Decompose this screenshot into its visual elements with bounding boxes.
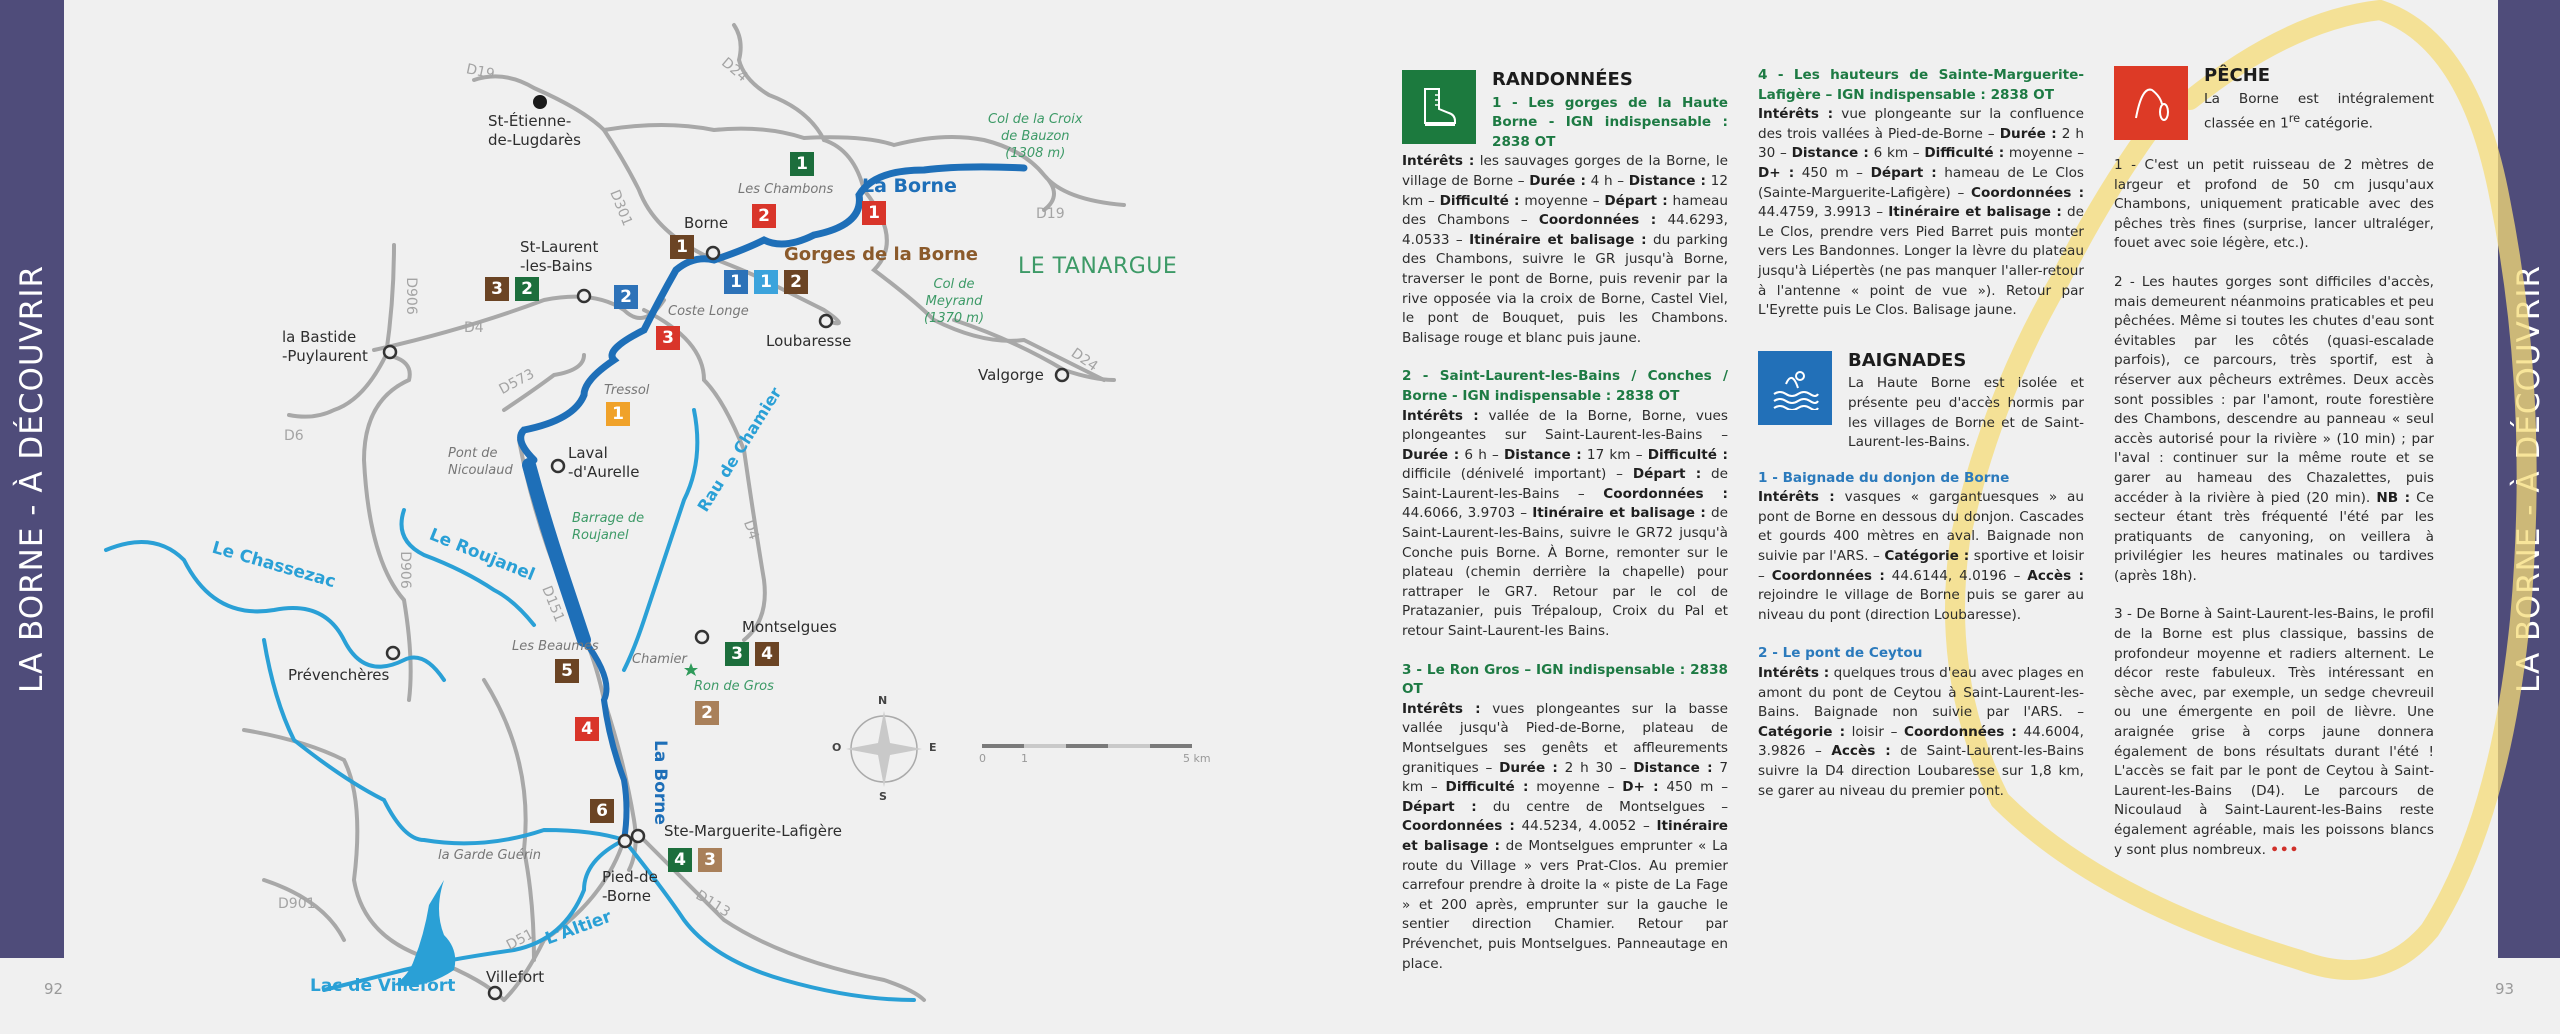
- map-marker-tan-2[interactable]: 2: [695, 701, 719, 725]
- road-label-d901: D901: [278, 896, 316, 912]
- road-label-d151: D151: [538, 583, 568, 625]
- baignades-header: [1758, 351, 2084, 453]
- road-label-d573: D573: [496, 366, 538, 398]
- place-chamier: Chamier: [632, 652, 687, 667]
- town-circle-borne: [707, 247, 719, 259]
- map-marker-randonnee-4[interactable]: 4: [668, 848, 692, 872]
- compass-west-label: O: [832, 741, 842, 754]
- town-circle-villefort: [489, 987, 501, 999]
- town-circles: [384, 247, 1068, 999]
- town-villefort: Villefort: [486, 968, 545, 986]
- map-marker-brown-3[interactable]: 3: [485, 277, 509, 301]
- baignades-intro: La Haute Borne est isolée et présente peu d'accès hormis par les villages de Borne et de Saint-Laurent-les-Bains.: [1848, 375, 2084, 451]
- column-1: [1402, 70, 1728, 993]
- map-marker-brown-5[interactable]: 5: [555, 659, 579, 683]
- randonnees-header: [1402, 70, 1728, 152]
- peche-intro-text: La Borne est intégralement classée en 1: [2204, 90, 2434, 132]
- rando-3-itinerary-text: de Montselgues emprunter « La route du Village » vers Prat-Clos. Au premier carrefour prendre à droite la « piste de La Fage » et 200 après, emprunter sur la gauche le sentier direction Chamier. Retour par Prévenchet, puis Montselgues. Panneautage en place.: [1402, 837, 1729, 972]
- fishing-rod-icon: [2114, 66, 2188, 140]
- road-label-d19-east: D19: [1036, 206, 1065, 222]
- right-spine-band: [2498, 0, 2560, 958]
- town-st-laurent: St-Laurent -les-Bains: [520, 238, 599, 275]
- map-marker-baignade-1[interactable]: 1: [724, 270, 748, 294]
- peche-2-body: 2 - Les hautes gorges sont difficiles d'accès, mais demeurent néanmoins praticables et peu pêchées. Même si toutes les chutes d'eau sont évitables par les côtés (quasi-escalade parfois), ce parcours, très sportif, est à réserver aux pêcheurs extrêmes. Deux accès sont possibles : par l'amont, route forestière des Chambons, descendre au panneau « seul accès autorisé pour la rivière » (10 min) ; par l'aval : continuer sur la même route et se garer au hameau des Chazalettes, puis accéder à la rivière à pied (20 min). NB : Ce secteur étant très fréquenté l'été par les pratiquants de canyoning, on veillera à privilégier les heures matinales ou tardives (après 18h).: [2114, 273, 2434, 584]
- page-number-left: 92: [44, 980, 64, 998]
- label-ron-de-gros: Ron de Gros: [694, 679, 774, 694]
- rando-1-title: 1 - Les gorges de la Haute Borne - IGN indispensable : 2838 OT: [1492, 94, 1728, 150]
- road-label-d24-north: D24: [718, 54, 751, 86]
- label-le-tanargue: LE TANARGUE: [1018, 254, 1178, 279]
- map-marker-randonnee-3[interactable]: 3: [725, 642, 749, 666]
- river-label-le-chassezac: Le Chassezac: [209, 537, 338, 593]
- scale-end-label: 5 km: [1183, 752, 1211, 765]
- road-label-d4-west: D4: [464, 320, 484, 336]
- road-label-d113: D113: [692, 887, 733, 921]
- column-2: [1758, 66, 2084, 820]
- hiking-boot-icon: [1402, 70, 1476, 144]
- compass-rose-icon: [846, 711, 922, 787]
- label-barrage-roujanel: Barrage de Roujanel: [572, 511, 645, 543]
- river-label-le-roujanel: Le Roujanel: [426, 524, 538, 586]
- road-d24-north: [734, 25, 824, 140]
- map-marker-baignade-2[interactable]: 2: [614, 285, 638, 309]
- town-circle-prevencheres: [387, 647, 399, 659]
- label-gorges-de-la-borne: Gorges de la Borne: [784, 244, 979, 265]
- road-label-d24-south: D24: [1067, 345, 1101, 375]
- baignade-1-title: 1 - Baignade du donjon de Borne: [1758, 469, 2010, 486]
- place-pont-nicoulaud: Pont de Nicoulaud: [448, 446, 513, 478]
- town-circle-pied-de-borne: [619, 835, 631, 847]
- place-coste-longe: Coste Longe: [668, 304, 749, 319]
- town-circle-la-bastide: [384, 346, 396, 358]
- road-label-d19-west: D19: [464, 61, 496, 83]
- road-d4-south: [644, 310, 765, 640]
- scale-mid-label: 1: [1021, 752, 1028, 765]
- rando-2-title: 2 - Saint-Laurent-les-Bains / Conches / Borne - IGN indispensable : 2838 OT: [1402, 368, 1728, 404]
- town-circle-valgorge: [1056, 369, 1068, 381]
- peche-intro-end: catégorie.: [2300, 115, 2373, 132]
- town-dot-st-etienne: [533, 95, 547, 109]
- place-la-garde-guerin: la Garde Guérin: [438, 848, 541, 863]
- map-marker-orange-1[interactable]: 1: [606, 402, 630, 426]
- river-label-la-borne-south: La Borne: [650, 740, 670, 825]
- left-spine-title: LA BORNE - À DÉCOUVRIR: [14, 264, 50, 694]
- page-number-right: 93: [2495, 980, 2515, 998]
- map-lines: [64, 0, 1304, 1034]
- road-label-d51: D51: [503, 926, 537, 954]
- town-ste-marguerite: Ste-Marguerite-Lafigère: [664, 822, 843, 840]
- rando-3-title: 3 - Le Ron Gros – IGN indispensable : 2838 OT: [1402, 661, 1728, 698]
- map: [64, 0, 1304, 1034]
- river-label-lac-de-villefort: Lac de Villefort: [310, 976, 456, 996]
- map-marker-peche-4[interactable]: 4: [575, 717, 599, 741]
- scale-start-label: 0: [979, 752, 986, 765]
- peche-title: PÊCHE: [2204, 65, 2271, 86]
- swimmer-icon: [1758, 351, 1832, 425]
- map-marker-brown-2[interactable]: 2: [784, 270, 808, 294]
- town-prevencheres: Prévenchères: [288, 666, 390, 684]
- river-label-la-borne: La Borne: [862, 175, 957, 197]
- town-borne: Borne: [684, 214, 729, 232]
- road-label-d906-south: D906: [396, 551, 413, 589]
- secondary-rivers: [106, 410, 914, 1000]
- town-valgorge: Valgorge: [978, 366, 1044, 384]
- left-spine-band: [0, 0, 64, 958]
- town-circle-laval: [552, 460, 564, 472]
- compass-north-label: N: [878, 694, 888, 707]
- baignade-1-body: Intérêts : vasques « gargantuesques » au pont de Borne en dessous du donjon. Cascades et gourds 400 mètres en aval. Baignade non suivie par l'ARS. – Catégorie : sportive et loisir – Coordonnées : 44.6144, 4.0196 – Accès : rejoindre le village de Borne puis se garer au niveau du pont (direction Loubaresse).: [1758, 489, 2084, 623]
- town-montselgues: Montselgues: [742, 618, 837, 636]
- peche-header: [2114, 66, 2434, 140]
- town-st-etienne: St-Étienne- de-Lugdarès: [488, 112, 581, 149]
- map-marker-tan-3[interactable]: 3: [698, 848, 722, 872]
- road-label-d4-east: D4: [739, 518, 762, 542]
- town-loubaresse: Loubaresse: [766, 332, 852, 350]
- town-circle-loubaresse: [820, 315, 832, 327]
- compass-east-label: E: [929, 741, 937, 754]
- town-pied-de-borne: Pied-de -Borne: [602, 868, 658, 905]
- end-of-section-mark: •••: [2270, 841, 2300, 858]
- river-label-rau-de-chamier: Rau de Chamier: [693, 383, 786, 516]
- peche-intro: [2204, 90, 2434, 135]
- map-marker-peche-2[interactable]: 2: [752, 204, 776, 228]
- baignade-2-body: Intérêts : quelques trous d'eau avec plages en amont du pont de Ceytou à Saint-Laurent-les-Bains. Baignade non suivie par l'ARS. – Catégorie : loisir – Coordonnées : 44.6004, 3.9826 – Accès : de Saint-Laurent-les-Bains suivre la D4 direction Loubaresse sur 1,8 km, se garer au niveau du premier pont.: [1758, 665, 2084, 799]
- baignade-2-title: 2 - Le pont de Ceytou: [1758, 645, 1923, 662]
- label-col-croix-bauzon: Col de la Croix de Bauzon (1308 m): [988, 112, 1083, 161]
- road-label-d6: D6: [284, 428, 304, 444]
- map-marker-peche-1[interactable]: 1: [862, 201, 886, 225]
- peche-3-body: 3 - De Borne à Saint-Laurent-les-Bains, le profil de la Borne est plus classique, bassins de profondeur moyenne et radiers alternent. Le décor reste fabuleux. Très intéressant en sèche avec, par exemple, un sedge chevreuil ou une émergente en poil de lièvre. Une araignée grise à corps jaune donnera également de bons résultats durant l'été ! L'accès se fait par le pont de Ceytou à Saint-Laurent-les-Bains (D4). Le parcours de Nicoulaud à Saint-Laurent-les-Bains reste également agréable, mais les poissons blancs y sont plus nombreux. •••: [2114, 606, 2434, 858]
- rando-4-title: 4 - Les hauteurs de Sainte-Marguerite-Lafigère – IGN indispensable : 2838 OT: [1758, 67, 2084, 103]
- town-la-bastide: la Bastide -Puylaurent: [282, 328, 368, 365]
- place-les-chambons: Les Chambons: [738, 182, 834, 197]
- road-la-garde: [484, 680, 534, 960]
- baignades-title: BAIGNADES: [1848, 349, 1967, 371]
- randonnees-title: RANDONNÉES: [1492, 69, 1633, 90]
- town-laval: Laval -d'Aurelle: [568, 444, 640, 481]
- town-circle-montselgues: [696, 631, 708, 643]
- baignade-2-access-text: de Saint-Laurent-les-Bains suivre la D4 direction Loubaresse sur 1,8 km, se garer au niveau du premier pont.: [1758, 743, 2084, 799]
- river-label-laltier: L'Altier: [542, 906, 615, 950]
- rando-3-body: Intérêts : vues plongeantes sur la basse vallée jusqu'à Pied-de-Borne, plateau de Montselgues ses genêts et affleurements granitiques – Durée : 2 h 30 – Distance : 7 km – Difficulté : moyenne – D+ : 450 m – Départ : du centre de Montselgues – Coordonnées : 44.5234, 4.0052 – Itinéraire et balisage : de Montselgues emprunter « La route du Village » vers Prat-Clos. Au premier carrefour prendre à droite la « piste de La Fage » et 200 après, emprunter sur la gauche le sentier direction Chamier. Retour par Prévenchet, puis Montselgues. Panneautage en place.: [1402, 700, 1729, 972]
- right-spine-title: LA BORNE - À DÉCOUVRIR: [2511, 264, 2547, 694]
- rando-4-body: Intérêts : vue plongeante sur la confluence des trois vallées à Pied-de-Borne – Durée : 2 h 30 – Distance : 6 km – Difficulté : moyenne – D+ : 450 m – Départ : hameau de Le Clos (Sainte-Marguerite-Lafigère) – Coordonnées : 44.4759, 3.9913 – Itinéraire et balisage : de Le Clos, prendre vers Pied Barret puis monter vers Les Bandonnes. Longer la lèvre du plateau jusqu'à Liépertès (ne pas manquer l'aller-retour à l'antenne « point de vue »). Retour par L'Eyrette puis Le Clos. Balisage jaune.: [1758, 106, 2085, 319]
- column-3: [2114, 66, 2434, 879]
- town-circle-ste-marguerite: [632, 830, 644, 842]
- map-marker-light-blue-1[interactable]: 1: [754, 270, 778, 294]
- road-label-d906-north: D906: [402, 277, 419, 315]
- town-circle-st-laurent: [578, 290, 590, 302]
- rando-1-body: Intérêts : les sauvages gorges de la Borne, le village de Borne – Durée : 4 h – Distance : 12 km – Difficulté : moyenne – Départ : hameau des Chambons – Coordonnées : 44.6293, 4.0533 – Itinéraire et balisage : du parking des Chambons, suivre le GR jusqu'à Borne, traverser le pont de Borne, puis revenir par la rive opposée via la croix de Borne, Castel Viel, le pont de Bouquet, puis les Chambons. Balisage rouge et blanc puis jaune.: [1402, 153, 1729, 346]
- compass-south-label: S: [879, 790, 887, 803]
- place-les-beaumes: Les Beaumes: [512, 639, 599, 654]
- scale-bar: [982, 744, 1192, 748]
- map-marker-randonnee-1[interactable]: 1: [790, 152, 814, 176]
- road-label-d301: D301: [606, 187, 636, 229]
- map-marker-randonnee-2[interactable]: 2: [515, 277, 539, 301]
- peche-intro-sup: re: [2288, 111, 2301, 126]
- map-marker-brown-4[interactable]: 4: [755, 642, 779, 666]
- map-marker-brown-6[interactable]: 6: [590, 799, 614, 823]
- map-marker-peche-3[interactable]: 3: [656, 326, 680, 350]
- peche-1-body: 1 - C'est un petit ruisseau de 2 mètres de largeur et profond de 50 cm jusqu'aux Chambons, uniquement praticable avec des pêches très fines (surprise, lancer ultraléger, fouet avec soie légère, etc.).: [2114, 157, 2434, 252]
- rando-2-body: Intérêts : vallée de la Borne, Borne, vues plongeantes sur Saint-Laurent-les-Bains – Durée : 6 h – Distance : 17 km – Difficulté : difficile (dénivelé important) – Départ : de Saint-Laurent-les-Bains – Coordonnées : 44.6066, 3.9703 – Itinéraire et balisage : de Saint-Laurent-les-Bains, suivre le GR72 jusqu'à Conche puis Borne. À Borne, remonter sur le plateau (chemin derrière la chapelle) pour rattraper le GR7. Retour par le col de Pratazanier, puis Trépaloup, Croix du Pal et retour Saint-Laurent-les Bains.: [1402, 407, 1728, 640]
- place-tressol: Tressol: [604, 383, 650, 398]
- label-col-meyrand: Col de Meyrand (1370 m): [924, 277, 985, 326]
- map-marker-brown-1[interactable]: 1: [670, 235, 694, 259]
